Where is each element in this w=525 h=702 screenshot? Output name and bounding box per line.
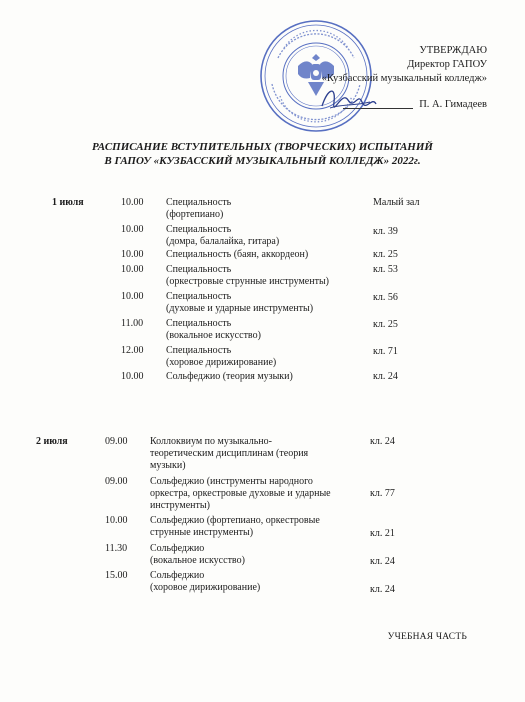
row-room: кл. 24 xyxy=(370,436,395,447)
day-date: 2 июля xyxy=(36,436,68,447)
row-subject-detail: (вокальное искусство) xyxy=(166,330,261,341)
row-subject: Специальность xyxy=(166,291,232,302)
row-subject: Специальность xyxy=(166,264,232,275)
row-time: 09.00 xyxy=(105,436,128,447)
row-subject: Специальность xyxy=(166,197,232,208)
row-room: кл. 71 xyxy=(373,346,398,357)
row-subject-detail: (хоровое дирижирование) xyxy=(166,357,277,368)
row-room: кл. 24 xyxy=(373,371,398,382)
approval-name: П. А. Гимадеев xyxy=(419,99,487,110)
row-subject: Специальность (баян, аккордеон) xyxy=(166,249,309,260)
row-subject-line: Сольфеджио xyxy=(150,570,205,581)
row-room: кл. 39 xyxy=(373,226,398,237)
row-subject: Специальность xyxy=(166,345,232,356)
row-subject-detail: (оркестровые струнные инструменты) xyxy=(166,276,330,287)
document-title xyxy=(0,140,525,168)
row-time: 10.00 xyxy=(121,291,144,302)
row-room: кл. 25 xyxy=(373,319,398,330)
day-date: 1 июля xyxy=(52,197,84,208)
row-subject-line: (хоровое дирижирование) xyxy=(150,582,261,593)
row-time: 10.00 xyxy=(121,197,144,208)
row-subject-line: Сольфеджио (инструменты народного xyxy=(150,476,313,487)
title-line-2: В ГАПОУ «КУЗБАССКИЙ МУЗЫКАЛЬНЫЙ КОЛЛЕДЖ» 2022г. xyxy=(104,155,421,167)
approval-position: Директор ГАПОУ xyxy=(407,59,487,70)
row-time: 11.00 xyxy=(121,318,144,329)
department-signature: УЧЕБНАЯ ЧАСТЬ xyxy=(387,632,467,642)
row-subject-detail: (домра, балалайка, гитара) xyxy=(166,236,280,247)
row-subject: Специальность xyxy=(166,318,232,329)
row-subject-line: Коллоквиум по музыкально- xyxy=(150,436,272,447)
row-subject-detail: (духовые и ударные инструменты) xyxy=(166,303,314,314)
row-subject-line: Сольфеджио xyxy=(150,543,205,554)
approval-title: УТВЕРЖДАЮ xyxy=(419,45,487,56)
row-subject-line: теоретическим дисциплинам (теория xyxy=(150,448,309,459)
approval-org: «Кузбасский музыкальный колледж» xyxy=(321,73,487,84)
row-subject: Специальность xyxy=(166,224,232,235)
row-time: 10.00 xyxy=(121,224,144,235)
row-time: 11.30 xyxy=(105,543,128,554)
row-room: кл. 56 xyxy=(373,292,398,303)
row-subject: Сольфеджио (теория музыки) xyxy=(166,371,293,382)
row-time: 12.00 xyxy=(121,345,144,356)
signature-line xyxy=(322,98,487,112)
row-room: Малый зал xyxy=(373,197,420,208)
row-subject-line: Сольфеджио (фортепиано, оркестровые xyxy=(150,515,320,526)
row-time: 10.00 xyxy=(121,264,144,275)
row-subject-line: (вокальное искусство) xyxy=(150,555,245,566)
row-subject-line: струнные инструменты) xyxy=(150,527,254,538)
row-subject-line: инструменты) xyxy=(150,500,210,511)
row-room: кл. 77 xyxy=(370,488,395,499)
row-room: кл. 24 xyxy=(370,556,395,567)
signature-rule xyxy=(343,107,413,109)
approval-block xyxy=(322,44,487,112)
row-subject-detail: (фортепиано) xyxy=(166,209,224,220)
row-room: кл. 25 xyxy=(373,249,398,260)
row-time: 10.00 xyxy=(121,371,144,382)
row-time: 10.00 xyxy=(121,249,144,260)
row-room: кл. 24 xyxy=(370,584,395,595)
row-time: 09.00 xyxy=(105,476,128,487)
row-time: 15.00 xyxy=(105,570,128,581)
title-line-1: РАСПИСАНИЕ ВСТУПИТЕЛЬНЫХ (ТВОРЧЕСКИХ) ИСПЫТАНИЙ xyxy=(92,141,433,153)
row-subject-line: оркестра, оркестровые духовые и ударные xyxy=(150,488,331,499)
row-subject-line: музыки) xyxy=(150,460,186,471)
row-time: 10.00 xyxy=(105,515,128,526)
row-room: кл. 53 xyxy=(373,264,398,275)
row-room: кл. 21 xyxy=(370,528,395,539)
